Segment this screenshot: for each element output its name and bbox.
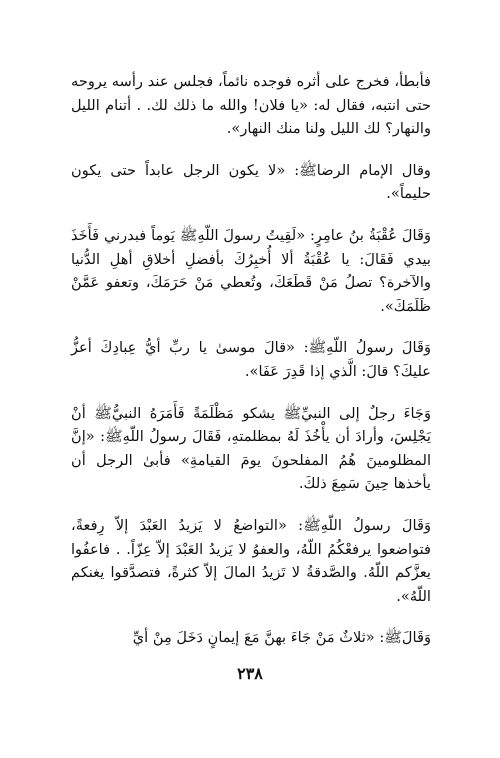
paragraph-3: وَقَالَ عُقْبَةُ بنُ عامِرٍ: «لَقِيتُ رسولَ اللّهِﷺ يَوماً فبدرني فَأَخَذَ بيدي فَقَالَ: يا عُقْبَةُ ألا أُخبِرُكَ بأفضلِ أخلاقِ أهلِ الدُّنيا والآخرة؟ تصلُ مَنْ قَطَعَكَ، وتُعطي مَنْ حَرَمَكَ، وتعفو عَمَّنْ ظَلَمَكَ». bbox=[71, 226, 431, 315]
body-text bbox=[71, 70, 431, 650]
paragraph-5: وَجَاءَ رجلٌ إلى النبيِّﷺ يشكو مَظْلَمَةً فَأَمَرَهُ النبيُّﷺ أنْ يَجْلِسَ، وأرادَ أن يأْخُذَ لَهُ بمظلمتهِ، فَقَالَ رسولُ اللّهِﷺ: «إنَّ المظلومينَ هُمُ المفلحونَ يومَ القيامةِ» فأبىٰ الرجل أن يأخذها حِينَ سَمِعَ ذلكَ. bbox=[71, 404, 431, 493]
paragraph-1: فأبطأ، فخرج على أثره فوجده نائماً، فجلس عند رأسه يروحه حتى انتبه، فقال له: «يا فلان! والله ما ذلك لك. . أتنام الليل والنهار؟ لك الليل ولنا منك النهار». bbox=[71, 73, 431, 138]
page-number: ٢٣٨ bbox=[237, 664, 263, 683]
paragraph-4: وَقَالَ رسولُ اللّهِﷺ: «قالَ موسىٰ يا ربِّ أيُّ عِبادِكَ أعزُّ عليكَ؟ قالَ: الَّذي إذا قَدِرَ عَفَا». bbox=[71, 339, 431, 380]
paragraph-7: وَقَالَﷺ: «ثلاثٌ مَنْ جَاءَ بهنَّ مَعَ إيمانٍ دَخَلَ مِنْ أيِّ bbox=[132, 629, 431, 647]
paragraph-6: وَقَالَ رسولُ اللّهِﷺ: «التواضعُ لا يَزيدُ العَبْدَ إلاّ رِفعةً، فتواضعوا يرفعْكُمُ اللّهُ، والعفوُ لا يَزيدُ العَبْدَ إلاّ عِزّاً. . فاعفُوا يعزَّكم اللّهُ. والصَّدقةُ لا تَزيدُ المالَ إلاّ كثرةً، فتصدَّقوا يغنكم اللّهُ». bbox=[71, 516, 431, 605]
paragraph-2: وقال الإمام الرضاﷺ: «لا يكون الرجل عابداً حتى يكون حليماً». bbox=[71, 161, 431, 203]
